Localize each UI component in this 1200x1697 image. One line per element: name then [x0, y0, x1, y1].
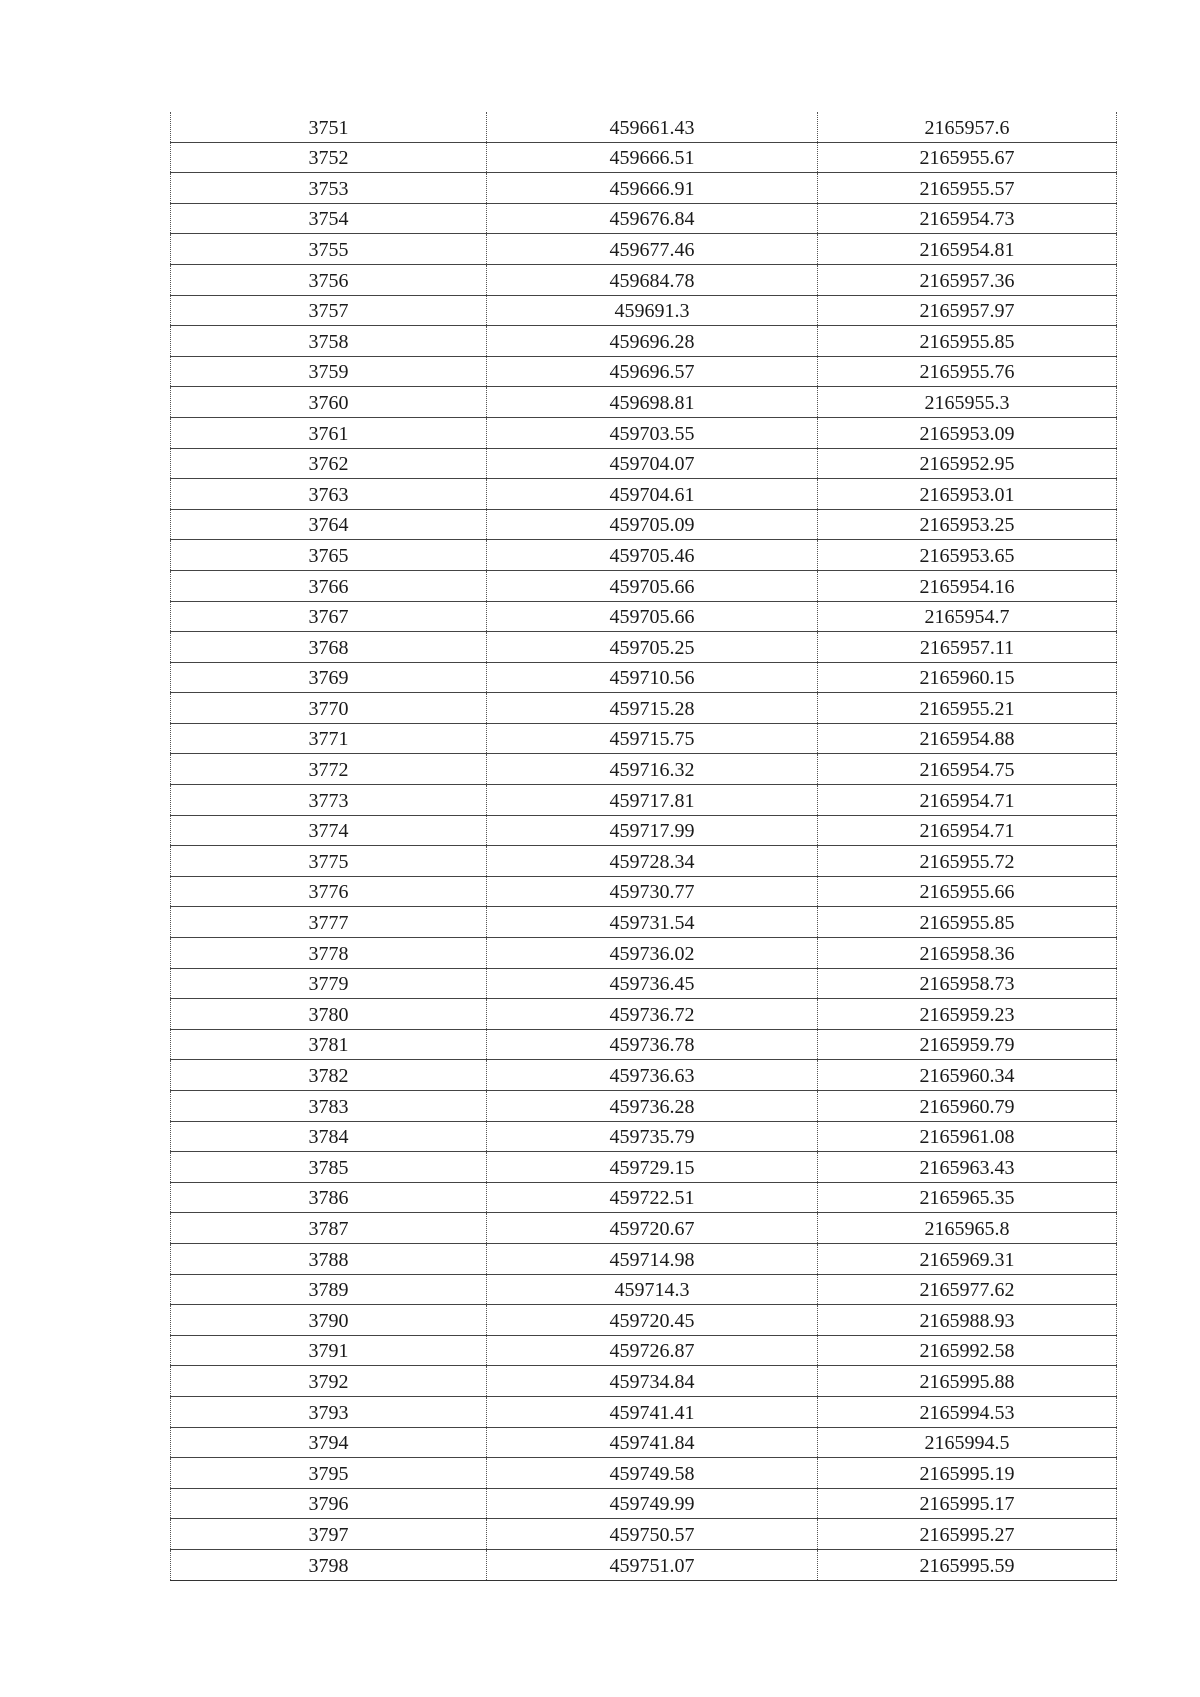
- table-row: [171, 999, 1117, 1030]
- y-coordinate-cell: 2165960.15: [818, 662, 1117, 693]
- x-coordinate-cell: 459705.25: [487, 632, 818, 663]
- table-row: [171, 1029, 1117, 1060]
- y-coordinate-cell: 2165957.36: [818, 264, 1117, 295]
- y-coordinate-cell: 2165955.72: [818, 846, 1117, 877]
- x-coordinate-cell: 459741.84: [487, 1427, 818, 1458]
- table-row: [171, 142, 1117, 173]
- y-coordinate-cell: 2165955.85: [818, 326, 1117, 357]
- y-coordinate-cell: 2165952.95: [818, 448, 1117, 479]
- x-coordinate-cell: 459704.61: [487, 479, 818, 510]
- point-number-cell: 3777: [171, 907, 487, 938]
- point-number-cell: 3762: [171, 448, 487, 479]
- point-number-cell: 3764: [171, 509, 487, 540]
- y-coordinate-cell: 2165965.8: [818, 1213, 1117, 1244]
- point-number-cell: 3766: [171, 570, 487, 601]
- y-coordinate-cell: 2165954.71: [818, 815, 1117, 846]
- coordinate-table: [170, 112, 1117, 1581]
- y-coordinate-cell: 2165957.97: [818, 295, 1117, 326]
- point-number-cell: 3776: [171, 876, 487, 907]
- table-row: [171, 1121, 1117, 1152]
- y-coordinate-cell: 2165995.27: [818, 1519, 1117, 1550]
- table-row: [171, 264, 1117, 295]
- x-coordinate-cell: 459714.98: [487, 1243, 818, 1274]
- x-coordinate-cell: 459696.28: [487, 326, 818, 357]
- x-coordinate-cell: 459715.28: [487, 693, 818, 724]
- x-coordinate-cell: 459720.67: [487, 1213, 818, 1244]
- point-number-cell: 3775: [171, 846, 487, 877]
- y-coordinate-cell: 2165995.19: [818, 1458, 1117, 1489]
- y-coordinate-cell: 2165954.16: [818, 570, 1117, 601]
- y-coordinate-cell: 2165969.31: [818, 1243, 1117, 1274]
- point-number-cell: 3765: [171, 540, 487, 571]
- table-row: [171, 326, 1117, 357]
- point-number-cell: 3753: [171, 173, 487, 204]
- point-number-cell: 3754: [171, 203, 487, 234]
- x-coordinate-cell: 459705.09: [487, 509, 818, 540]
- x-coordinate-cell: 459666.51: [487, 142, 818, 173]
- y-coordinate-cell: 2165960.34: [818, 1060, 1117, 1091]
- y-coordinate-cell: 2165994.53: [818, 1396, 1117, 1427]
- table-row: [171, 356, 1117, 387]
- y-coordinate-cell: 2165955.66: [818, 876, 1117, 907]
- point-number-cell: 3792: [171, 1366, 487, 1397]
- x-coordinate-cell: 459736.28: [487, 1091, 818, 1122]
- table-row: [171, 754, 1117, 785]
- table-row: [171, 448, 1117, 479]
- point-number-cell: 3770: [171, 693, 487, 724]
- x-coordinate-cell: 459736.63: [487, 1060, 818, 1091]
- table-row: [171, 907, 1117, 938]
- point-number-cell: 3794: [171, 1427, 487, 1458]
- y-coordinate-cell: 2165953.01: [818, 479, 1117, 510]
- point-number-cell: 3768: [171, 632, 487, 663]
- y-coordinate-cell: 2165954.81: [818, 234, 1117, 265]
- coordinate-table-body: [171, 112, 1117, 1580]
- y-coordinate-cell: 2165995.88: [818, 1366, 1117, 1397]
- point-number-cell: 3756: [171, 264, 487, 295]
- y-coordinate-cell: 2165957.6: [818, 112, 1117, 142]
- point-number-cell: 3778: [171, 938, 487, 969]
- y-coordinate-cell: 2165955.21: [818, 693, 1117, 724]
- table-row: [171, 1152, 1117, 1183]
- y-coordinate-cell: 2165988.93: [818, 1305, 1117, 1336]
- y-coordinate-cell: 2165995.59: [818, 1549, 1117, 1580]
- table-row: [171, 876, 1117, 907]
- y-coordinate-cell: 2165959.23: [818, 999, 1117, 1030]
- y-coordinate-cell: 2165977.62: [818, 1274, 1117, 1305]
- point-number-cell: 3782: [171, 1060, 487, 1091]
- x-coordinate-cell: 459722.51: [487, 1182, 818, 1213]
- y-coordinate-cell: 2165953.09: [818, 417, 1117, 448]
- point-number-cell: 3786: [171, 1182, 487, 1213]
- point-number-cell: 3769: [171, 662, 487, 693]
- point-number-cell: 3780: [171, 999, 487, 1030]
- x-coordinate-cell: 459691.3: [487, 295, 818, 326]
- table-row: [171, 693, 1117, 724]
- table-row: [171, 1182, 1117, 1213]
- table-row: [171, 1213, 1117, 1244]
- y-coordinate-cell: 2165955.67: [818, 142, 1117, 173]
- y-coordinate-cell: 2165954.71: [818, 785, 1117, 816]
- table-row: [171, 968, 1117, 999]
- table-row: [171, 1488, 1117, 1519]
- point-number-cell: 3752: [171, 142, 487, 173]
- point-number-cell: 3761: [171, 417, 487, 448]
- x-coordinate-cell: 459684.78: [487, 264, 818, 295]
- table-row: [171, 540, 1117, 571]
- point-number-cell: 3759: [171, 356, 487, 387]
- x-coordinate-cell: 459705.66: [487, 570, 818, 601]
- y-coordinate-cell: 2165955.3: [818, 387, 1117, 418]
- table-row: [171, 723, 1117, 754]
- x-coordinate-cell: 459720.45: [487, 1305, 818, 1336]
- table-row: [171, 570, 1117, 601]
- point-number-cell: 3785: [171, 1152, 487, 1183]
- y-coordinate-cell: 2165954.75: [818, 754, 1117, 785]
- x-coordinate-cell: 459705.46: [487, 540, 818, 571]
- y-coordinate-cell: 2165955.85: [818, 907, 1117, 938]
- x-coordinate-cell: 459717.81: [487, 785, 818, 816]
- point-number-cell: 3760: [171, 387, 487, 418]
- point-number-cell: 3784: [171, 1121, 487, 1152]
- table-row: [171, 1427, 1117, 1458]
- point-number-cell: 3773: [171, 785, 487, 816]
- y-coordinate-cell: 2165961.08: [818, 1121, 1117, 1152]
- y-coordinate-cell: 2165958.73: [818, 968, 1117, 999]
- table-row: [171, 479, 1117, 510]
- point-number-cell: 3787: [171, 1213, 487, 1244]
- x-coordinate-cell: 459705.66: [487, 601, 818, 632]
- table-row: [171, 1335, 1117, 1366]
- point-number-cell: 3797: [171, 1519, 487, 1550]
- x-coordinate-cell: 459703.55: [487, 417, 818, 448]
- table-row: [171, 1549, 1117, 1580]
- point-number-cell: 3789: [171, 1274, 487, 1305]
- table-row: [171, 1243, 1117, 1274]
- y-coordinate-cell: 2165955.57: [818, 173, 1117, 204]
- table-row: [171, 785, 1117, 816]
- y-coordinate-cell: 2165963.43: [818, 1152, 1117, 1183]
- point-number-cell: 3774: [171, 815, 487, 846]
- table-row: [171, 815, 1117, 846]
- y-coordinate-cell: 2165957.11: [818, 632, 1117, 663]
- table-row: [171, 417, 1117, 448]
- x-coordinate-cell: 459710.56: [487, 662, 818, 693]
- y-coordinate-cell: 2165995.17: [818, 1488, 1117, 1519]
- table-row: [171, 662, 1117, 693]
- table-row: [171, 387, 1117, 418]
- point-number-cell: 3790: [171, 1305, 487, 1336]
- point-number-cell: 3781: [171, 1029, 487, 1060]
- y-coordinate-cell: 2165994.5: [818, 1427, 1117, 1458]
- point-number-cell: 3795: [171, 1458, 487, 1489]
- x-coordinate-cell: 459750.57: [487, 1519, 818, 1550]
- y-coordinate-cell: 2165954.73: [818, 203, 1117, 234]
- point-number-cell: 3783: [171, 1091, 487, 1122]
- table-row: [171, 173, 1117, 204]
- point-number-cell: 3788: [171, 1243, 487, 1274]
- x-coordinate-cell: 459736.72: [487, 999, 818, 1030]
- x-coordinate-cell: 459676.84: [487, 203, 818, 234]
- point-number-cell: 3771: [171, 723, 487, 754]
- x-coordinate-cell: 459736.02: [487, 938, 818, 969]
- x-coordinate-cell: 459716.32: [487, 754, 818, 785]
- y-coordinate-cell: 2165959.79: [818, 1029, 1117, 1060]
- table-row: [171, 295, 1117, 326]
- x-coordinate-cell: 459717.99: [487, 815, 818, 846]
- x-coordinate-cell: 459661.43: [487, 112, 818, 142]
- table-row: [171, 632, 1117, 663]
- x-coordinate-cell: 459677.46: [487, 234, 818, 265]
- point-number-cell: 3758: [171, 326, 487, 357]
- table-row: [171, 1274, 1117, 1305]
- x-coordinate-cell: 459741.41: [487, 1396, 818, 1427]
- point-number-cell: 3751: [171, 112, 487, 142]
- point-number-cell: 3793: [171, 1396, 487, 1427]
- x-coordinate-cell: 459728.34: [487, 846, 818, 877]
- y-coordinate-cell: 2165953.25: [818, 509, 1117, 540]
- table-row: [171, 203, 1117, 234]
- table-row: [171, 1091, 1117, 1122]
- point-number-cell: 3755: [171, 234, 487, 265]
- x-coordinate-cell: 459734.84: [487, 1366, 818, 1397]
- point-number-cell: 3796: [171, 1488, 487, 1519]
- point-number-cell: 3763: [171, 479, 487, 510]
- x-coordinate-cell: 459715.75: [487, 723, 818, 754]
- y-coordinate-cell: 2165955.76: [818, 356, 1117, 387]
- point-number-cell: 3791: [171, 1335, 487, 1366]
- y-coordinate-cell: 2165954.7: [818, 601, 1117, 632]
- table-row: [171, 1396, 1117, 1427]
- table-row: [171, 601, 1117, 632]
- table-row: [171, 1060, 1117, 1091]
- x-coordinate-cell: 459730.77: [487, 876, 818, 907]
- table-row: [171, 509, 1117, 540]
- x-coordinate-cell: 459736.78: [487, 1029, 818, 1060]
- y-coordinate-cell: 2165960.79: [818, 1091, 1117, 1122]
- x-coordinate-cell: 459698.81: [487, 387, 818, 418]
- point-number-cell: 3798: [171, 1549, 487, 1580]
- table-row: [171, 1519, 1117, 1550]
- x-coordinate-cell: 459696.57: [487, 356, 818, 387]
- y-coordinate-cell: 2165953.65: [818, 540, 1117, 571]
- table-row: [171, 1305, 1117, 1336]
- x-coordinate-cell: 459729.15: [487, 1152, 818, 1183]
- x-coordinate-cell: 459749.99: [487, 1488, 818, 1519]
- table-row: [171, 1366, 1117, 1397]
- x-coordinate-cell: 459704.07: [487, 448, 818, 479]
- y-coordinate-cell: 2165958.36: [818, 938, 1117, 969]
- x-coordinate-cell: 459714.3: [487, 1274, 818, 1305]
- y-coordinate-cell: 2165965.35: [818, 1182, 1117, 1213]
- point-number-cell: 3757: [171, 295, 487, 326]
- table-row: [171, 112, 1117, 142]
- x-coordinate-cell: 459735.79: [487, 1121, 818, 1152]
- point-number-cell: 3772: [171, 754, 487, 785]
- table-row: [171, 938, 1117, 969]
- y-coordinate-cell: 2165992.58: [818, 1335, 1117, 1366]
- table-row: [171, 234, 1117, 265]
- x-coordinate-cell: 459726.87: [487, 1335, 818, 1366]
- table-row: [171, 1458, 1117, 1489]
- x-coordinate-cell: 459736.45: [487, 968, 818, 999]
- y-coordinate-cell: 2165954.88: [818, 723, 1117, 754]
- x-coordinate-cell: 459749.58: [487, 1458, 818, 1489]
- point-number-cell: 3767: [171, 601, 487, 632]
- point-number-cell: 3779: [171, 968, 487, 999]
- table-row: [171, 846, 1117, 877]
- x-coordinate-cell: 459751.07: [487, 1549, 818, 1580]
- x-coordinate-cell: 459731.54: [487, 907, 818, 938]
- x-coordinate-cell: 459666.91: [487, 173, 818, 204]
